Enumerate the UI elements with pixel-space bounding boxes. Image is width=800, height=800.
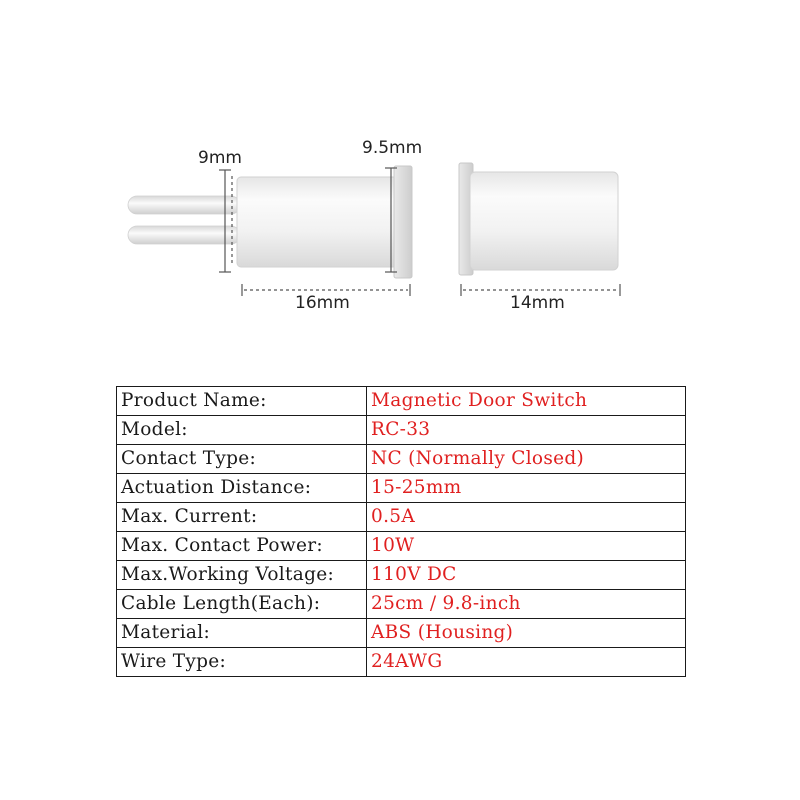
- dimension-label-16mm: 16mm: [295, 293, 350, 313]
- table-row: [117, 590, 686, 619]
- dimension-label-14mm: 14mm: [510, 293, 565, 313]
- spec-table: [116, 386, 686, 677]
- dimension-label-9-5mm: 9.5mm: [362, 138, 423, 158]
- spec-value: Magnetic Door Switch: [367, 387, 686, 416]
- cable-wires: [128, 196, 240, 244]
- spec-label: Actuation Distance:: [117, 474, 367, 503]
- spec-label: Max. Current:: [117, 503, 367, 532]
- spec-value: 0.5A: [367, 503, 686, 532]
- product-dimension-diagram: [0, 0, 800, 340]
- spec-label: Wire Type:: [117, 648, 367, 677]
- spec-value: 10W: [367, 532, 686, 561]
- spec-label: Model:: [117, 416, 367, 445]
- table-row: [117, 445, 686, 474]
- spec-label: Cable Length(Each):: [117, 590, 367, 619]
- spec-value: 25cm / 9.8-inch: [367, 590, 686, 619]
- spec-label: Max.Working Voltage:: [117, 561, 367, 590]
- dimension-label-9mm: 9mm: [198, 148, 242, 168]
- spec-label: Max. Contact Power:: [117, 532, 367, 561]
- table-row: [117, 503, 686, 532]
- table-row: [117, 387, 686, 416]
- spec-label: Product Name:: [117, 387, 367, 416]
- spec-label: Contact Type:: [117, 445, 367, 474]
- table-row: [117, 416, 686, 445]
- spec-value: ABS (Housing): [367, 619, 686, 648]
- spec-value: RC-33: [367, 416, 686, 445]
- magnet-body: [459, 163, 618, 275]
- table-row: [117, 474, 686, 503]
- spec-value: 24AWG: [367, 648, 686, 677]
- table-row: [117, 619, 686, 648]
- table-row: [117, 532, 686, 561]
- spec-value: 110V DC: [367, 561, 686, 590]
- spec-label: Material:: [117, 619, 367, 648]
- table-row: [117, 648, 686, 677]
- reed-switch-body: [237, 166, 412, 278]
- spec-value: 15-25mm: [367, 474, 686, 503]
- table-row: [117, 561, 686, 590]
- spec-value: NC (Normally Closed): [367, 445, 686, 474]
